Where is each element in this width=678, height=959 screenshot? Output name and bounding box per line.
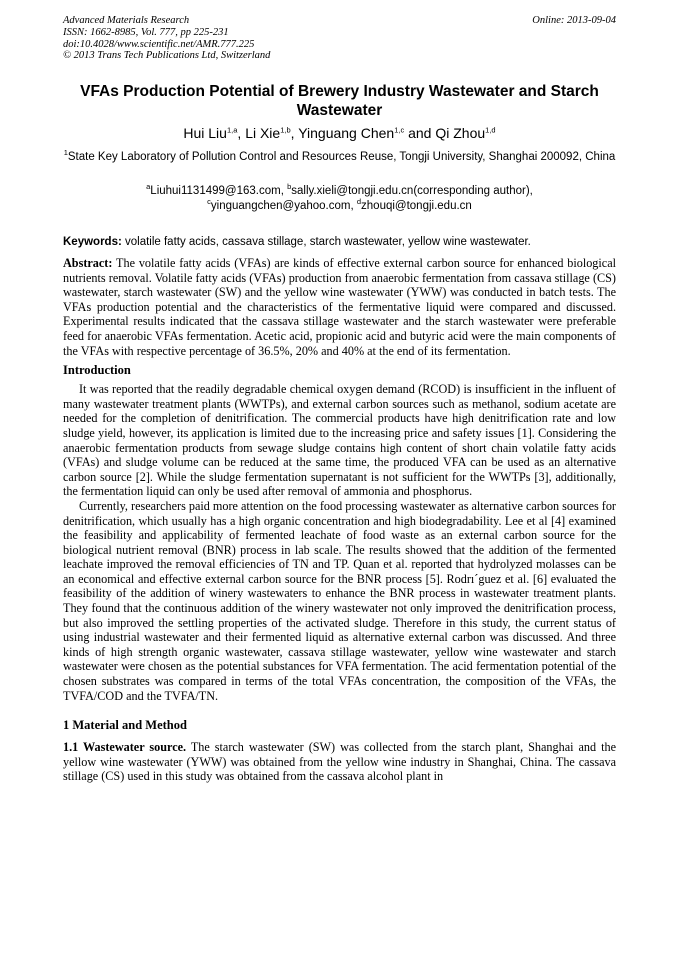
author-sup: 1,d <box>485 125 496 135</box>
section-1-1-paragraph <box>63 740 616 784</box>
author-sup: 1,b <box>280 125 291 135</box>
intro-paragraph-1: It was reported that the readily degradable chemical oxygen demand (RCOD) is insufficient in the influent of many wastewater treatment plants (WWTPs), and external carbon sources such as methanol, sodium acetate are needed for the completion of denitrification. The commercial products have high denitrification rate and low sludge yield, however, its application is limited due to the increasing price and safety issues [1]. Considering the anaerobic fermentation products from sewage sludge contains high content of short chain volatile fatty acids (VFAs) and sludge volume can be reduced at the same time, the produced VFA can be used as an alternative carbon source [2]. While the sludge fermentation supernatant is not sufficient for the WWTPs [3], additionally, the fermentation liquid can only be used after removal of ammonia and phosphorus. <box>63 382 616 499</box>
email-d[interactable]: zhouqi@tongji.edu.cn <box>361 199 472 212</box>
intro-paragraph-2: Currently, researchers paid more attention on the food processing wastewater as alternative carbon sources for denitrification, which usually has a high organic concentration and high biodegradability. Lee et al [4] examined the feasibility and applicability of fermented leachate of food waste as an external carbon source for the biological nutrient removal (BNR) process in lab scale. The results showed that the addition of the fermented leachate improved the removal efficiencies of TN and TP. Quan et al. reported that hydrolyzed molasses can be an economical and effective external carbon source for the BNR process [5]. Rodrı´guez et al. [6] evaluated the feasibility of the addition of winery wastewaters to enhance the BNR process in wastewater treatment plants. They found that the continuous addition of the winery wastewater not only improved the denitrification process, but also improved the settling properties of the activated sludge. Therefore in this study, the current status of using industrial wastewater and their fermented liquid as alternative external carbon was discussed. And three kinds of high strength organic wastewater, cassava stillage wastewater, yellow wine wastewater and starch wastewater were chosen as the potential substances for VFA fermentation. The acid fermentation potential of the chosen substrates was compared in terms of the total VFAs concentration, the composition of the VFAs, the TVFA/COD and the TVFA/TN. <box>63 498 616 703</box>
affiliation-text: State Key Laboratory of Pollution Control and Resources Reuse, Tongji University, Shanghai 200092, China <box>67 151 616 163</box>
abstract-label: Abstract: <box>63 256 113 270</box>
email-c[interactable]: yinguangchen@yahoo.com, <box>210 199 357 212</box>
keywords <box>63 235 616 249</box>
journal-name: Advanced Materials Research <box>63 15 190 26</box>
author-name: Qi Zhou <box>435 125 486 141</box>
paper-title: VFAs Production Potential of Brewery Industry Wastewater and Starch Wastewater <box>80 83 599 119</box>
email-b[interactable]: sally.xieli@tongji.edu.cn(corresponding author), <box>291 185 533 197</box>
author-name: Li Xie <box>245 125 281 141</box>
author-name: Yinguang Chen <box>298 125 395 141</box>
author-name: Hui Liu <box>183 125 227 141</box>
author-sup: 1,a <box>226 125 238 135</box>
abstract-text: The volatile fatty acids (VFAs) are kinds of effective external carbon source for enhanced biological nutrients removal. Volatile fatty acids (VFAs) production from anaerobic fermentation from cassava stillage (CS) wastewater, starch wastewater (SW) and the yellow wine wastewater (YWW) was conducted in batch tests. The VFAs production potential and the characteristics of the fermentative liquid were compared and discussed. Experimental results indicated that the cassava stillage wastewater and the starch wastewater were preferable feed for anaerobic VFAs fermentation. Acetic acid, propionic acid and butyric acid were the main components of the VFAs with respective percentage of 36.5%, 20% and 40% at the end of its fermentation. <box>63 256 616 358</box>
author-list: Hui Liu$^{1,a}$, Li Xie$^{1,b}$, Yinguang Chen$^{1,c}$ and Qi Zhou$^{1,d}$ <box>183 125 496 141</box>
author-sup: 1,c <box>394 125 405 135</box>
online-date: Online: 2013-09-04 <box>532 15 616 26</box>
journal-header <box>63 15 616 62</box>
affiliation <box>63 150 616 165</box>
keywords-text: volatile fatty acids, cassava stillage, starch wastewater, yellow wine wastewater. <box>121 236 531 248</box>
copyright-line: © 2013 Trans Tech Publications Ltd, Switzerland <box>63 50 271 62</box>
section-heading-material-method: 1 Material and Method <box>63 718 187 733</box>
subsection-label: 1.1 Wastewater source. <box>63 740 187 755</box>
abstract <box>63 256 616 358</box>
keywords-label: Keywords: <box>63 236 122 248</box>
email-a[interactable]: Liuhui1131499@163.com, <box>150 185 288 197</box>
issn-line: ISSN: 1662-8985, Vol. 777, pp 225-231 <box>63 26 229 38</box>
author-emails: $^a$Liuhui1131499@163.com, $^b$sally.xieli@tongji.edu.cn(corresponding author), $^c$yinguangchen@yahoo.com, $^d$zhouqi@tongji.edu.cn <box>146 182 533 212</box>
affiliation-sup: 1 <box>63 148 68 158</box>
paper-body <box>63 256 616 784</box>
subsection-text: The starch wastewater (SW) was collected from the starch plant, Shanghai and the yellow wine wastewater (YWW) was obtained from the yellow wine industry in Shanghai, China. The cassava stillage (CS) used in this study was obtained from the cassava alcohol plant in <box>63 740 616 784</box>
doi-line: doi:10.4028/www.scientific.net/AMR.777.225 <box>63 38 255 50</box>
introduction-heading: Introduction <box>63 363 131 378</box>
